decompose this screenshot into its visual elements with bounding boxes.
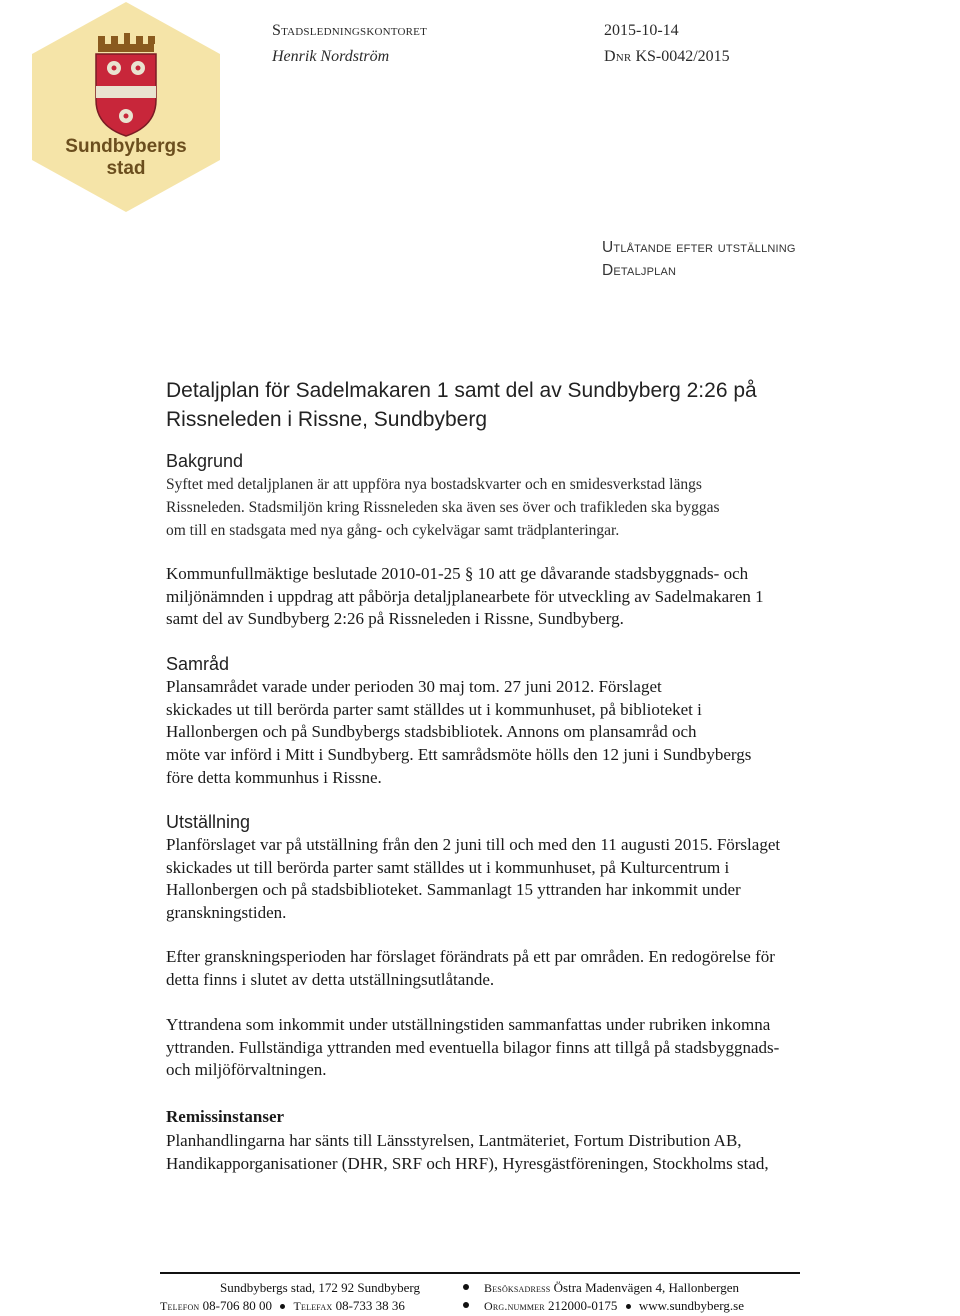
footer-contact-row <box>160 1298 405 1314</box>
text-line: Syftet med detaljplanen är att uppföra nya bostadskvarter och en smidesverkstad längs <box>166 476 702 493</box>
footer-bullet-icon <box>463 1302 469 1308</box>
heading-utstallning: Utställning <box>166 812 251 832</box>
text-line: Kommunfullmäktige beslutade 2010-01-25 § 10 att ge dåvarande stadsbyggnads- och <box>166 564 749 583</box>
footer-phone-value: 08-706 80 00 <box>202 1298 272 1313</box>
page-title: Detaljplan för Sadelmakaren 1 samt del av Sundbyberg 2:26 på Rissneleden i Rissne, Sundbyberg <box>166 379 757 431</box>
footer-phone-label: Telefon <box>160 1299 200 1313</box>
bullet-icon <box>626 1304 631 1309</box>
text-line: och miljöförvaltningen. <box>166 1060 327 1080</box>
diary-number <box>604 48 730 66</box>
document-type <box>602 236 796 282</box>
text-line: granskningstiden. <box>166 903 287 923</box>
heading-bakgrund: Bakgrund <box>166 451 244 471</box>
paragraph-samrad <box>166 676 866 790</box>
bullet-icon <box>280 1304 285 1309</box>
footer-orgnr-label: Org.nummer <box>484 1299 545 1313</box>
footer-fax-label: Telefax <box>293 1299 333 1313</box>
footer-orgnr-value: 212000-0175 <box>548 1298 618 1313</box>
footer-organization: Sundbybergs stad, 172 92 Sundbyberg <box>220 1280 420 1295</box>
text-line: miljönämnden i uppdrag att påbörja detaljplanearbete för utveckling av Sadelmakaren 1 <box>166 586 764 606</box>
text-line: Efter granskningsperioden har förslaget förändrats på ett par områden. En redogörelse för <box>166 947 775 966</box>
text-line: möte var införd i Mitt i Sundbyberg. Ett samrådsmöte hölls den 12 juni i Sundbybergs <box>166 745 752 765</box>
paragraph-remissinstanser <box>166 1130 866 1175</box>
text-line: Rissneleden. Stadsmiljön kring Rissneleden ska även ses över och trafikleden ska byggas <box>166 499 720 516</box>
text-line: skickades ut till berörda parter samt ställdes ut i kommunhuset, på Kulturcentrum i <box>166 857 730 877</box>
heading-samrad: Samråd <box>166 654 230 674</box>
text-line: före detta kommunhus i Rissne. <box>166 767 382 787</box>
text-line: Planhandlingarna har sänts till Länsstyrelsen, Lantmäteriet, Fortum Distribution AB, <box>166 1131 742 1150</box>
text-line: om till en stadsgata med nya gång- och cykelvägar samt trädplanteringar. <box>166 522 620 539</box>
text-line: Plansamrådet varade under perioden 30 maj tom. 27 juni 2012. Förslaget <box>166 677 662 696</box>
paragraph-beslut <box>166 563 866 631</box>
logo-text-line1: Sundbybergs <box>65 136 187 157</box>
footer-bullet-icon <box>463 1284 469 1290</box>
text-line: detta finns i slutet av detta utställningsutlåtande. <box>166 969 495 989</box>
document-type-line1: Utlåtande efter utställning <box>602 239 796 256</box>
author-name: Henrik Nordström <box>272 48 390 65</box>
diary-number-value: KS-0042/2015 <box>635 48 730 65</box>
document-date: 2015-10-14 <box>604 22 679 39</box>
office-name: Stadsledningskontoret <box>272 22 428 39</box>
footer-visit-label: Besöksadress <box>484 1281 551 1295</box>
document-type-line2: Detaljplan <box>602 262 677 279</box>
paragraph-utstallning-1 <box>166 834 866 925</box>
footer-visit-value: Östra Madenvägen 4, Hallonbergen <box>553 1280 739 1295</box>
footer-org-row <box>484 1298 744 1314</box>
paragraph-bakgrund <box>166 473 866 542</box>
paragraph-utstallning-2 <box>166 946 866 991</box>
sundbyberg-logo <box>28 0 224 214</box>
text-line: Planförslaget var på utställning från den 2 juni till och med den 11 augusti 2015. Förslaget <box>166 835 781 854</box>
text-line: Hallonbergen och på Sundbybergs stadsbibliotek. Annons om plansamråd och <box>166 722 697 742</box>
footer-visit-address <box>484 1280 739 1296</box>
text-line: Yttrandena som inkommit under utställningstiden sammanfattas under rubriken inkomna <box>166 1015 771 1034</box>
heading-remissinstanser: Remissinstanser <box>166 1107 285 1126</box>
footer-fax-value: 08-733 38 36 <box>335 1298 405 1313</box>
logo-text-line2: stad <box>106 158 146 179</box>
text-line: samt del av Sundbyberg 2:26 på Rissneleden i Rissne, Sundbyberg. <box>166 609 624 629</box>
paragraph-utstallning-3 <box>166 1014 866 1082</box>
text-line: Hallonbergen och på stadsbiblioteket. Sammanlagt 15 yttranden har inkommit under <box>166 880 741 900</box>
diary-number-label: Dnr <box>604 48 632 65</box>
text-line: yttranden. Fullständiga yttranden med eventuella bilagor finns att tillgå på stadsbyggnads- <box>166 1037 780 1057</box>
text-line: skickades ut till berörda parter samt ställdes ut i kommunhuset, på biblioteket i <box>166 699 702 719</box>
footer-divider <box>160 1272 800 1274</box>
text-line: Handikapporganisationer (DHR, SRF och HRF), Hyresgästföreningen, Stockholms stad, <box>166 1153 769 1173</box>
footer-website-link[interactable]: www.sundbyberg.se <box>638 1298 744 1313</box>
